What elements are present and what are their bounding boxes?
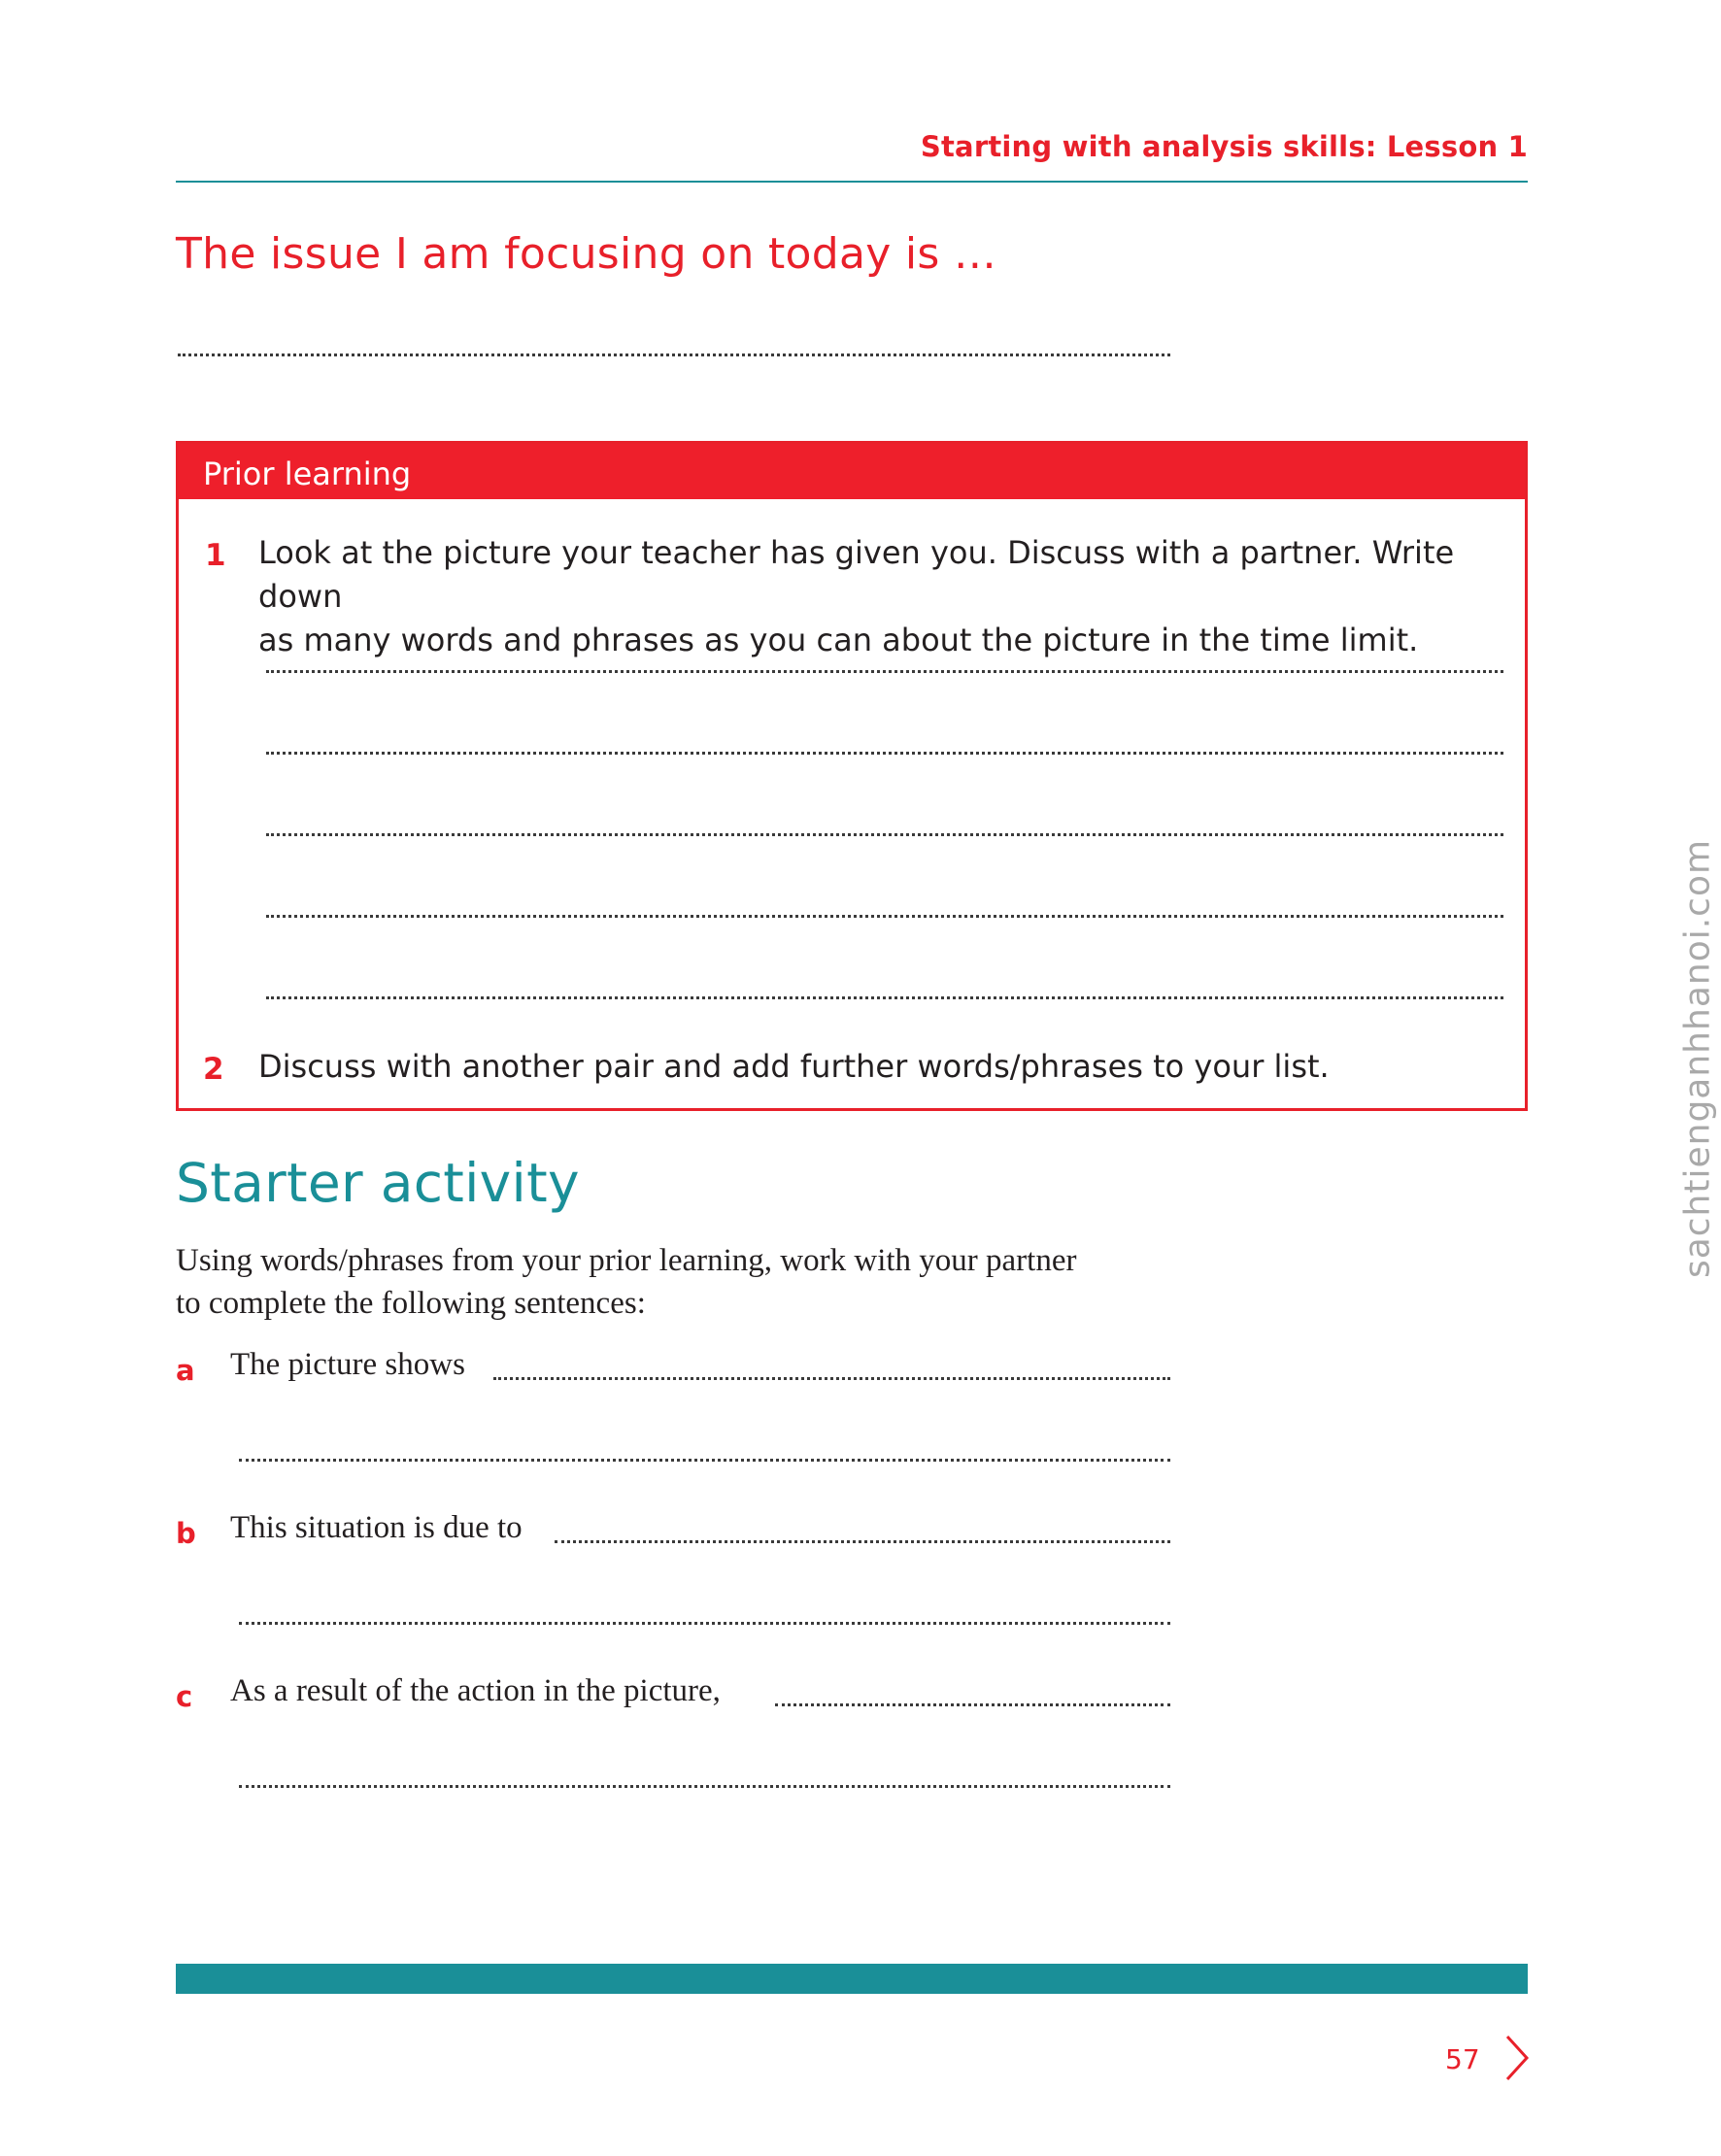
- answer-line-4[interactable]: [266, 915, 1503, 918]
- item-number-1: 1: [205, 538, 226, 573]
- answer-line-3[interactable]: [266, 833, 1503, 836]
- sentence-b-line-1[interactable]: [555, 1540, 1170, 1543]
- header-divider: [176, 181, 1528, 183]
- answer-line-2[interactable]: [266, 752, 1503, 755]
- sentence-b-line-2[interactable]: [239, 1622, 1170, 1625]
- item-1-text: [258, 531, 1525, 662]
- sentence-c-prompt: As a result of the action in the picture,: [230, 1673, 721, 1708]
- starter-intro: [176, 1239, 1186, 1325]
- page-number: 57: [1445, 2043, 1480, 2075]
- item-1-line-2: as many words and phrases as you can about the picture in the time limit.: [258, 622, 1419, 658]
- issue-answer-line[interactable]: [178, 354, 1170, 356]
- answer-line-1[interactable]: [266, 670, 1503, 673]
- sentence-a-line-1[interactable]: [493, 1377, 1170, 1380]
- starter-intro-line-1: Using words/phrases from your prior learning, work with your partner: [176, 1243, 1077, 1278]
- starter-activity-heading: Starter activity: [176, 1152, 580, 1214]
- sentence-b-prompt: This situation is due to: [230, 1510, 523, 1545]
- item-1-line-1: Look at the picture your teacher has given you. Discuss with a partner. Write down: [258, 534, 1455, 615]
- prior-learning-box: [176, 441, 1528, 1111]
- item-2-text: Discuss with another pair and add further words/phrases to your list.: [258, 1048, 1330, 1085]
- prior-learning-header: [179, 444, 1525, 499]
- footer-bar: [176, 1964, 1528, 1994]
- running-header: Starting with analysis skills: Lesson 1: [920, 130, 1528, 163]
- prior-learning-title: Prior learning: [203, 455, 412, 492]
- starter-intro-line-2: to complete the following sentences:: [176, 1286, 646, 1321]
- sentence-a-line-2[interactable]: [239, 1459, 1170, 1462]
- sentence-a-prompt: The picture shows: [230, 1347, 465, 1382]
- sentence-c-line-2[interactable]: [239, 1785, 1170, 1788]
- sentence-c-line-1[interactable]: [775, 1703, 1170, 1706]
- watermark: sachtienganhhanoi.com: [1677, 838, 1718, 1279]
- chevron-right-icon[interactable]: [1503, 2034, 1531, 2082]
- issue-heading: The issue I am focusing on today is …: [176, 229, 997, 279]
- item-number-2: 2: [203, 1052, 224, 1087]
- item-letter-c: c: [176, 1680, 193, 1713]
- item-letter-a: a: [176, 1354, 195, 1387]
- answer-line-5[interactable]: [266, 996, 1503, 999]
- item-letter-b: b: [176, 1517, 196, 1550]
